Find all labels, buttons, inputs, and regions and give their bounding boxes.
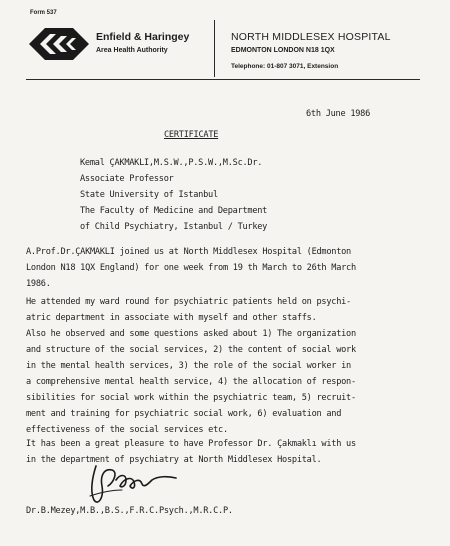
recipient-line: Kemal ÇAKMAKLI,M.S.W.,P.S.W.,M.Sc.Dr. — [80, 158, 263, 168]
paragraph-visit — [26, 244, 356, 292]
recipient-line: of Child Psychiatry, Istanbul / Turkey — [80, 222, 268, 232]
hospital-name: NORTH MIDDLESEX HOSPITAL — [231, 31, 391, 43]
paragraph-line: in the mental health services, 3) the role of the social worker in — [26, 361, 351, 371]
paragraph-line: It has been a great pleasure to have Professor Dr. Çakmaklı with us — [26, 439, 356, 449]
paragraph-line: atric department in associate with myself and other staffs. — [26, 313, 317, 323]
authority-subtitle: Area Health Authority — [96, 47, 168, 54]
paragraph-line: in the department of psychiatry at North Middlesex Hospital. — [26, 455, 322, 465]
recipient-line: State University of Istanbul — [80, 190, 218, 200]
hospital-address: EDMONTON LONDON N18 1QX — [231, 47, 335, 54]
paragraph-line: sibilities for social work within the psychiatric team, 5) recruit- — [26, 393, 356, 403]
recipient-line: The Faculty of Medicine and Department — [80, 206, 268, 216]
letter-date: 6th June 1986 — [306, 109, 371, 119]
paragraph-line: Also he observed and some questions asked about 1) The organization — [26, 329, 356, 339]
paragraph-ward-round — [26, 294, 351, 326]
header-divider — [214, 20, 215, 77]
paragraph-line: ment and training for psychiatric social work, 6) evaluation and — [26, 409, 342, 419]
letterhead-rule — [26, 79, 420, 80]
paragraph-line: 1986. — [26, 279, 51, 289]
certificate-title: CERTIFICATE — [164, 130, 219, 140]
signer-name: Dr.B.Mezey,M.B.,B.S.,F.R.C.Psych.,M.R.C.P. — [26, 506, 233, 516]
handwritten-signature-icon — [82, 456, 182, 511]
health-authority-logo-icon — [28, 27, 90, 61]
authority-name: Enfield & Haringey — [96, 31, 190, 43]
paragraph-line: effectiveness of the social services etc. — [26, 425, 228, 435]
form-number: Form 537 — [30, 10, 57, 16]
paragraph-line: and structure of the social services, 2) the content of social work — [26, 345, 356, 355]
paragraph-line: A.Prof.Dr.ÇAKMAKLI joined us at North Middlesex Hospital (Edmonton — [26, 247, 351, 257]
recipient-line: Associate Professor — [80, 174, 174, 184]
hospital-telephone: Telephone: 01-807 3071, Extension — [231, 63, 339, 70]
paragraph-line: London N18 1QX England) for one week from 19 th March to 26th March — [26, 263, 356, 273]
recipient-block — [80, 155, 267, 235]
paragraph-closing — [26, 436, 356, 468]
paragraph-observations — [26, 326, 356, 438]
paragraph-line: a comprehensive mental health service, 4) the allocation of respon- — [26, 377, 356, 387]
paragraph-line: He attended my ward round for psychiatric patients held on psychi- — [26, 297, 351, 307]
